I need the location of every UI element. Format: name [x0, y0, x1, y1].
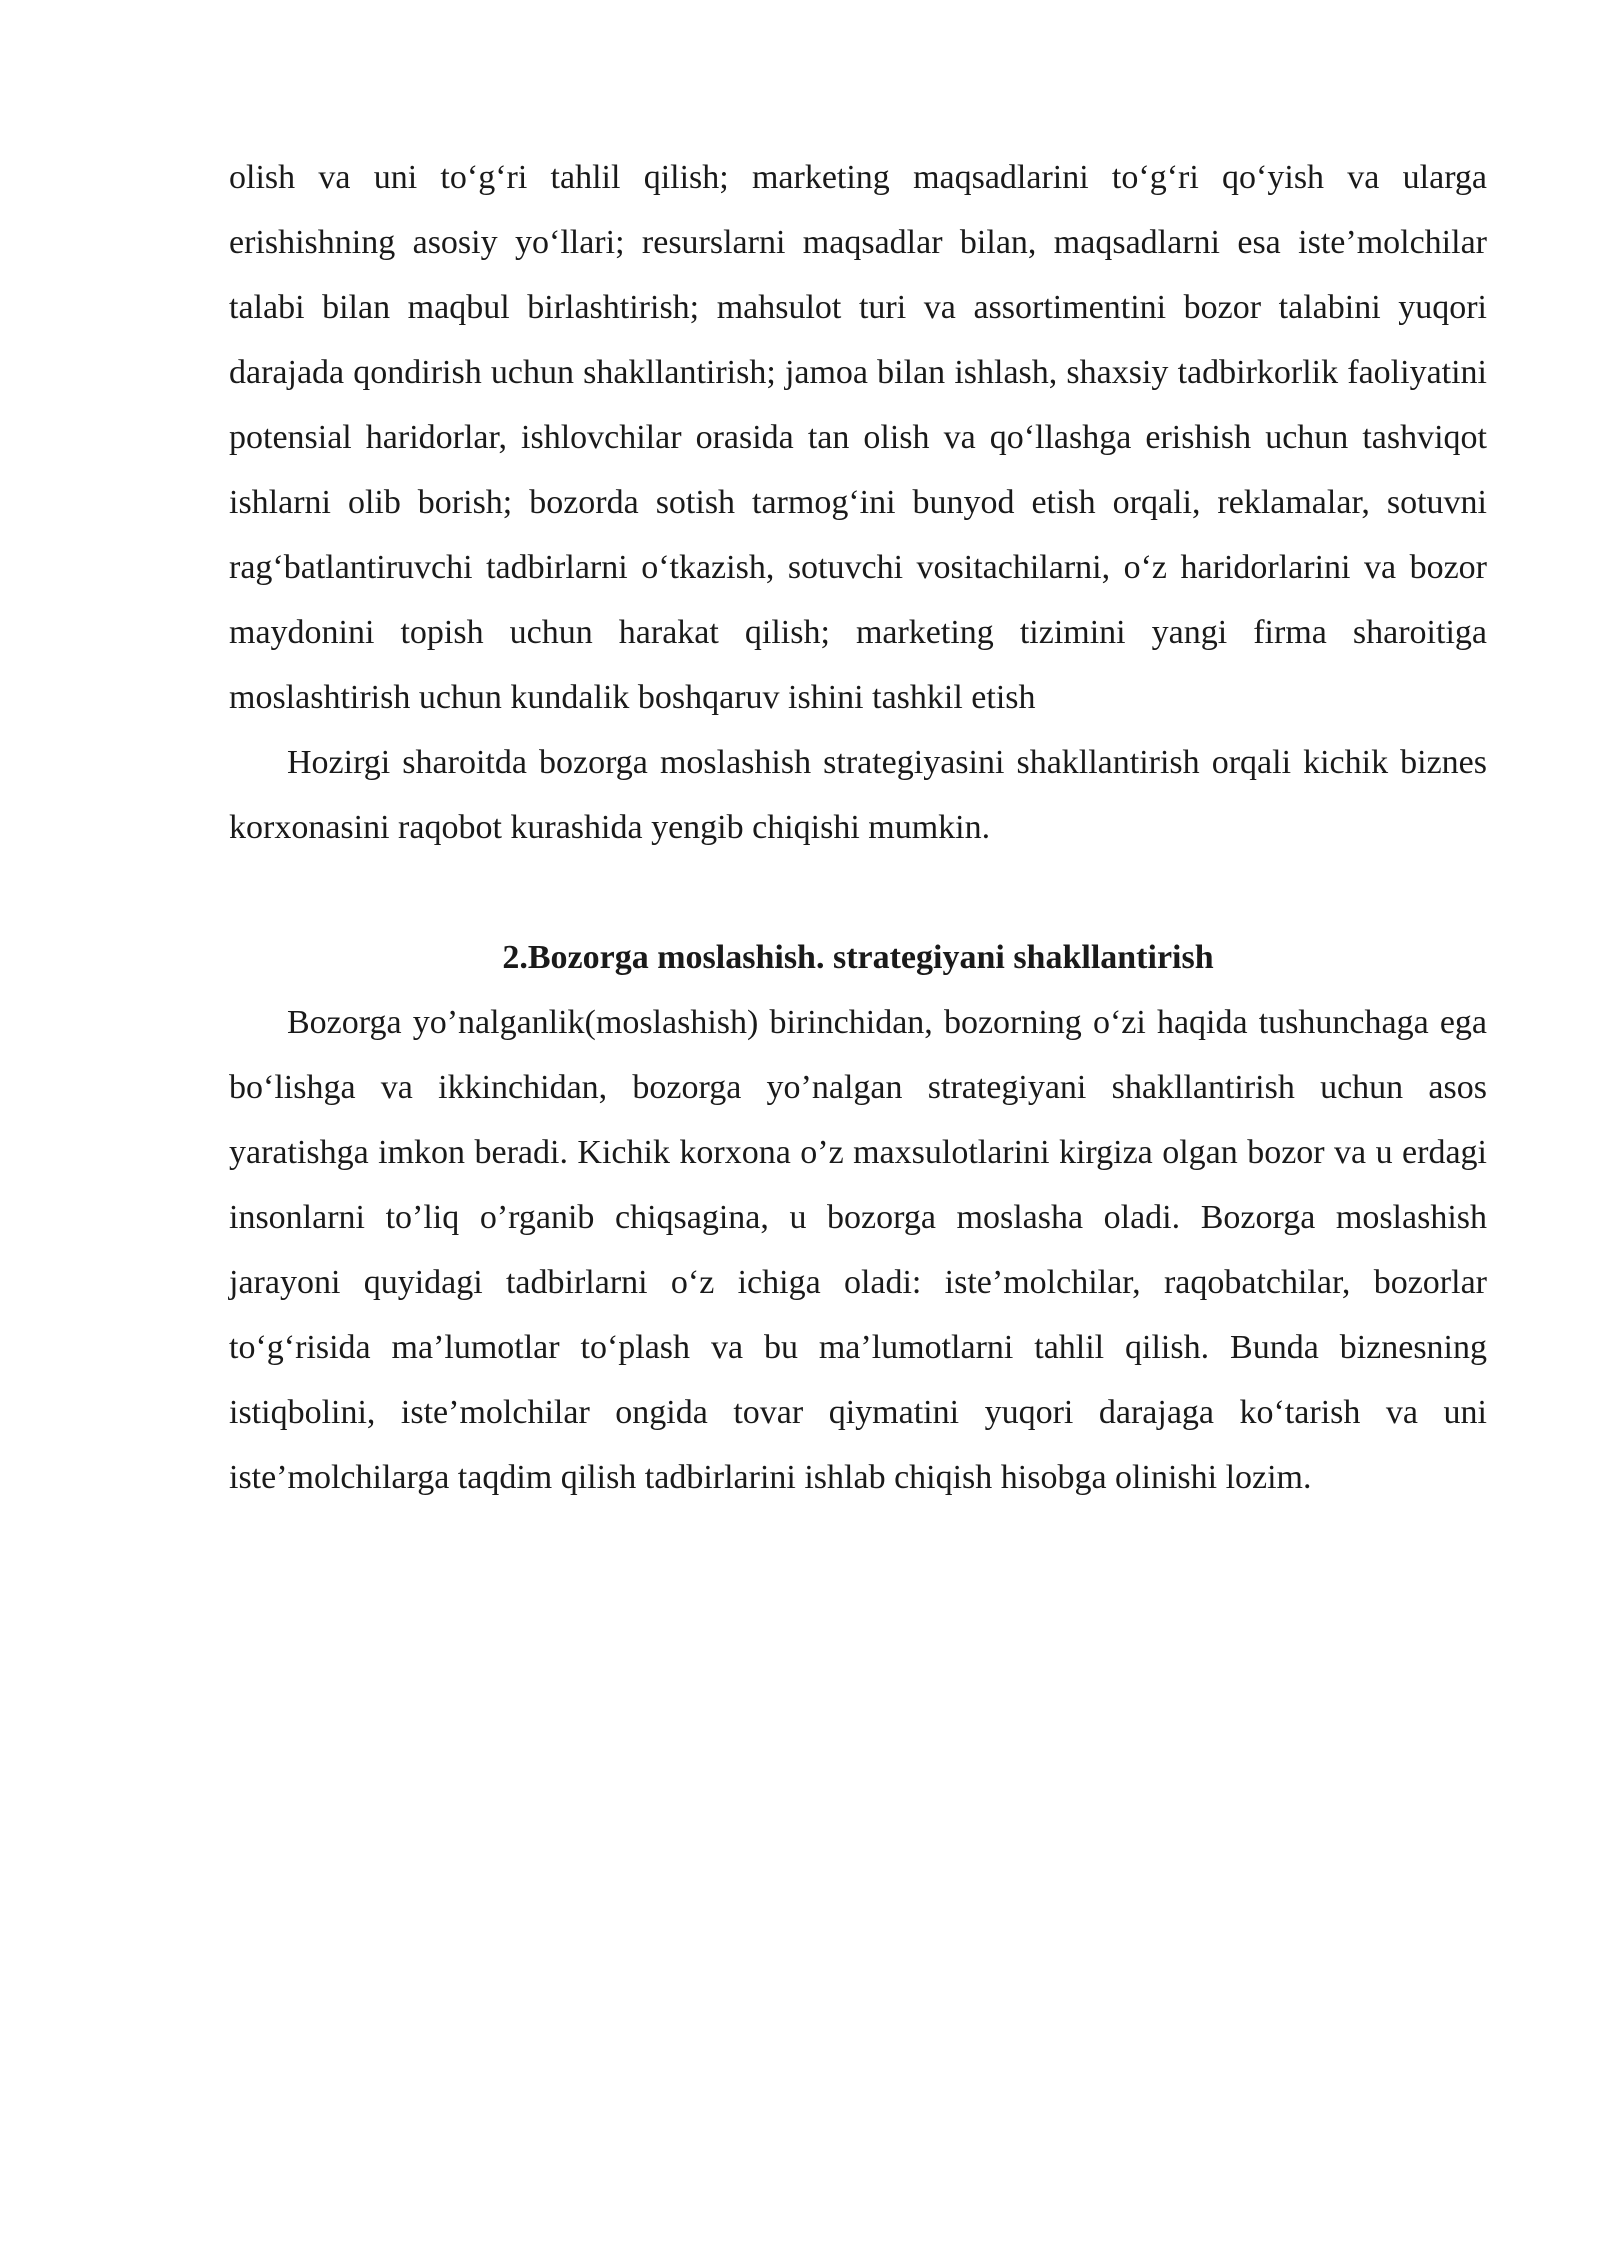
section-heading: 2.Bozorga moslashish. strategiyani shakllantirish — [502, 939, 1214, 976]
body-paragraph-conclusion: Hozirgi sharoitda bozorga moslashish strategiyasini shakllantirish orqali kichik biznes korxonasini raqobot kurashida yengib chiqishi mumkin. — [229, 744, 1487, 846]
body-paragraph-continued: olish va uni to‘g‘ri tahlil qilish; marketing maqsadlarini to‘g‘ri qo‘yish va ularga erishishning asosiy yo‘llari; resurslarni maqsadlar bilan, maqsadlarni esa iste’molchilar talabi bilan maqbul birlashtirish; mahsulot turi va assortimentini bozor talabini yuqori darajada qondirish uchun shakllantirish; jamoa bilan ishlash, shaxsiy tadbirkorlik faoliyatini potensial haridorlar, ishlovchilar orasida tan olish va qo‘llashga erishish uchun tashviqot ishlarni olib borish; bozorda sotish tarmog‘ini bunyod etish orqali, reklamalar, sotuvni rag‘batlantiruvchi tadbirlarni o‘tkazish, sotuvchi vositachilarni, o‘z haridorlarini va bozor maydonini topish uchun harakat qilish; marketing tizimini yangi firma sharoitiga moslashtirish uchun kundalik boshqaruv ishini tashkil etish — [229, 159, 1487, 716]
body-paragraph-section: Bozorga yo’nalganlik(moslashish) birinchidan, bozorning o‘zi haqida tushunchaga ega bo‘lishga va ikkinchidan, bozorga yo’nalgan strategiyani shakllantirish uchun asos yaratishga imkon beradi. Kichik korxona o’z maxsulotlarini kirgiza olgan bozor va u erdagi insonlarni to’liq o’rganib chiqsagina, u bozorga moslasha oladi. Bozorga moslashish jarayoni quyidagi tadbirlarni o‘z ichiga oladi: iste’molchilar, raqobatchilar, bozorlar to‘g‘risida ma’lumotlar to‘plash va bu ma’lumotlarni tahlil qilish. Bunda biznesning istiqbolini, iste’molchilar ongida tovar qiymatini yuqori darajaga ko‘tarish va uni iste’molchilarga taqdim qilish tadbirlarini ishlab chiqish hisobga olinishi lozim. — [229, 1004, 1487, 1496]
page-text-body — [229, 145, 1487, 1510]
section-spacer — [229, 860, 1487, 925]
